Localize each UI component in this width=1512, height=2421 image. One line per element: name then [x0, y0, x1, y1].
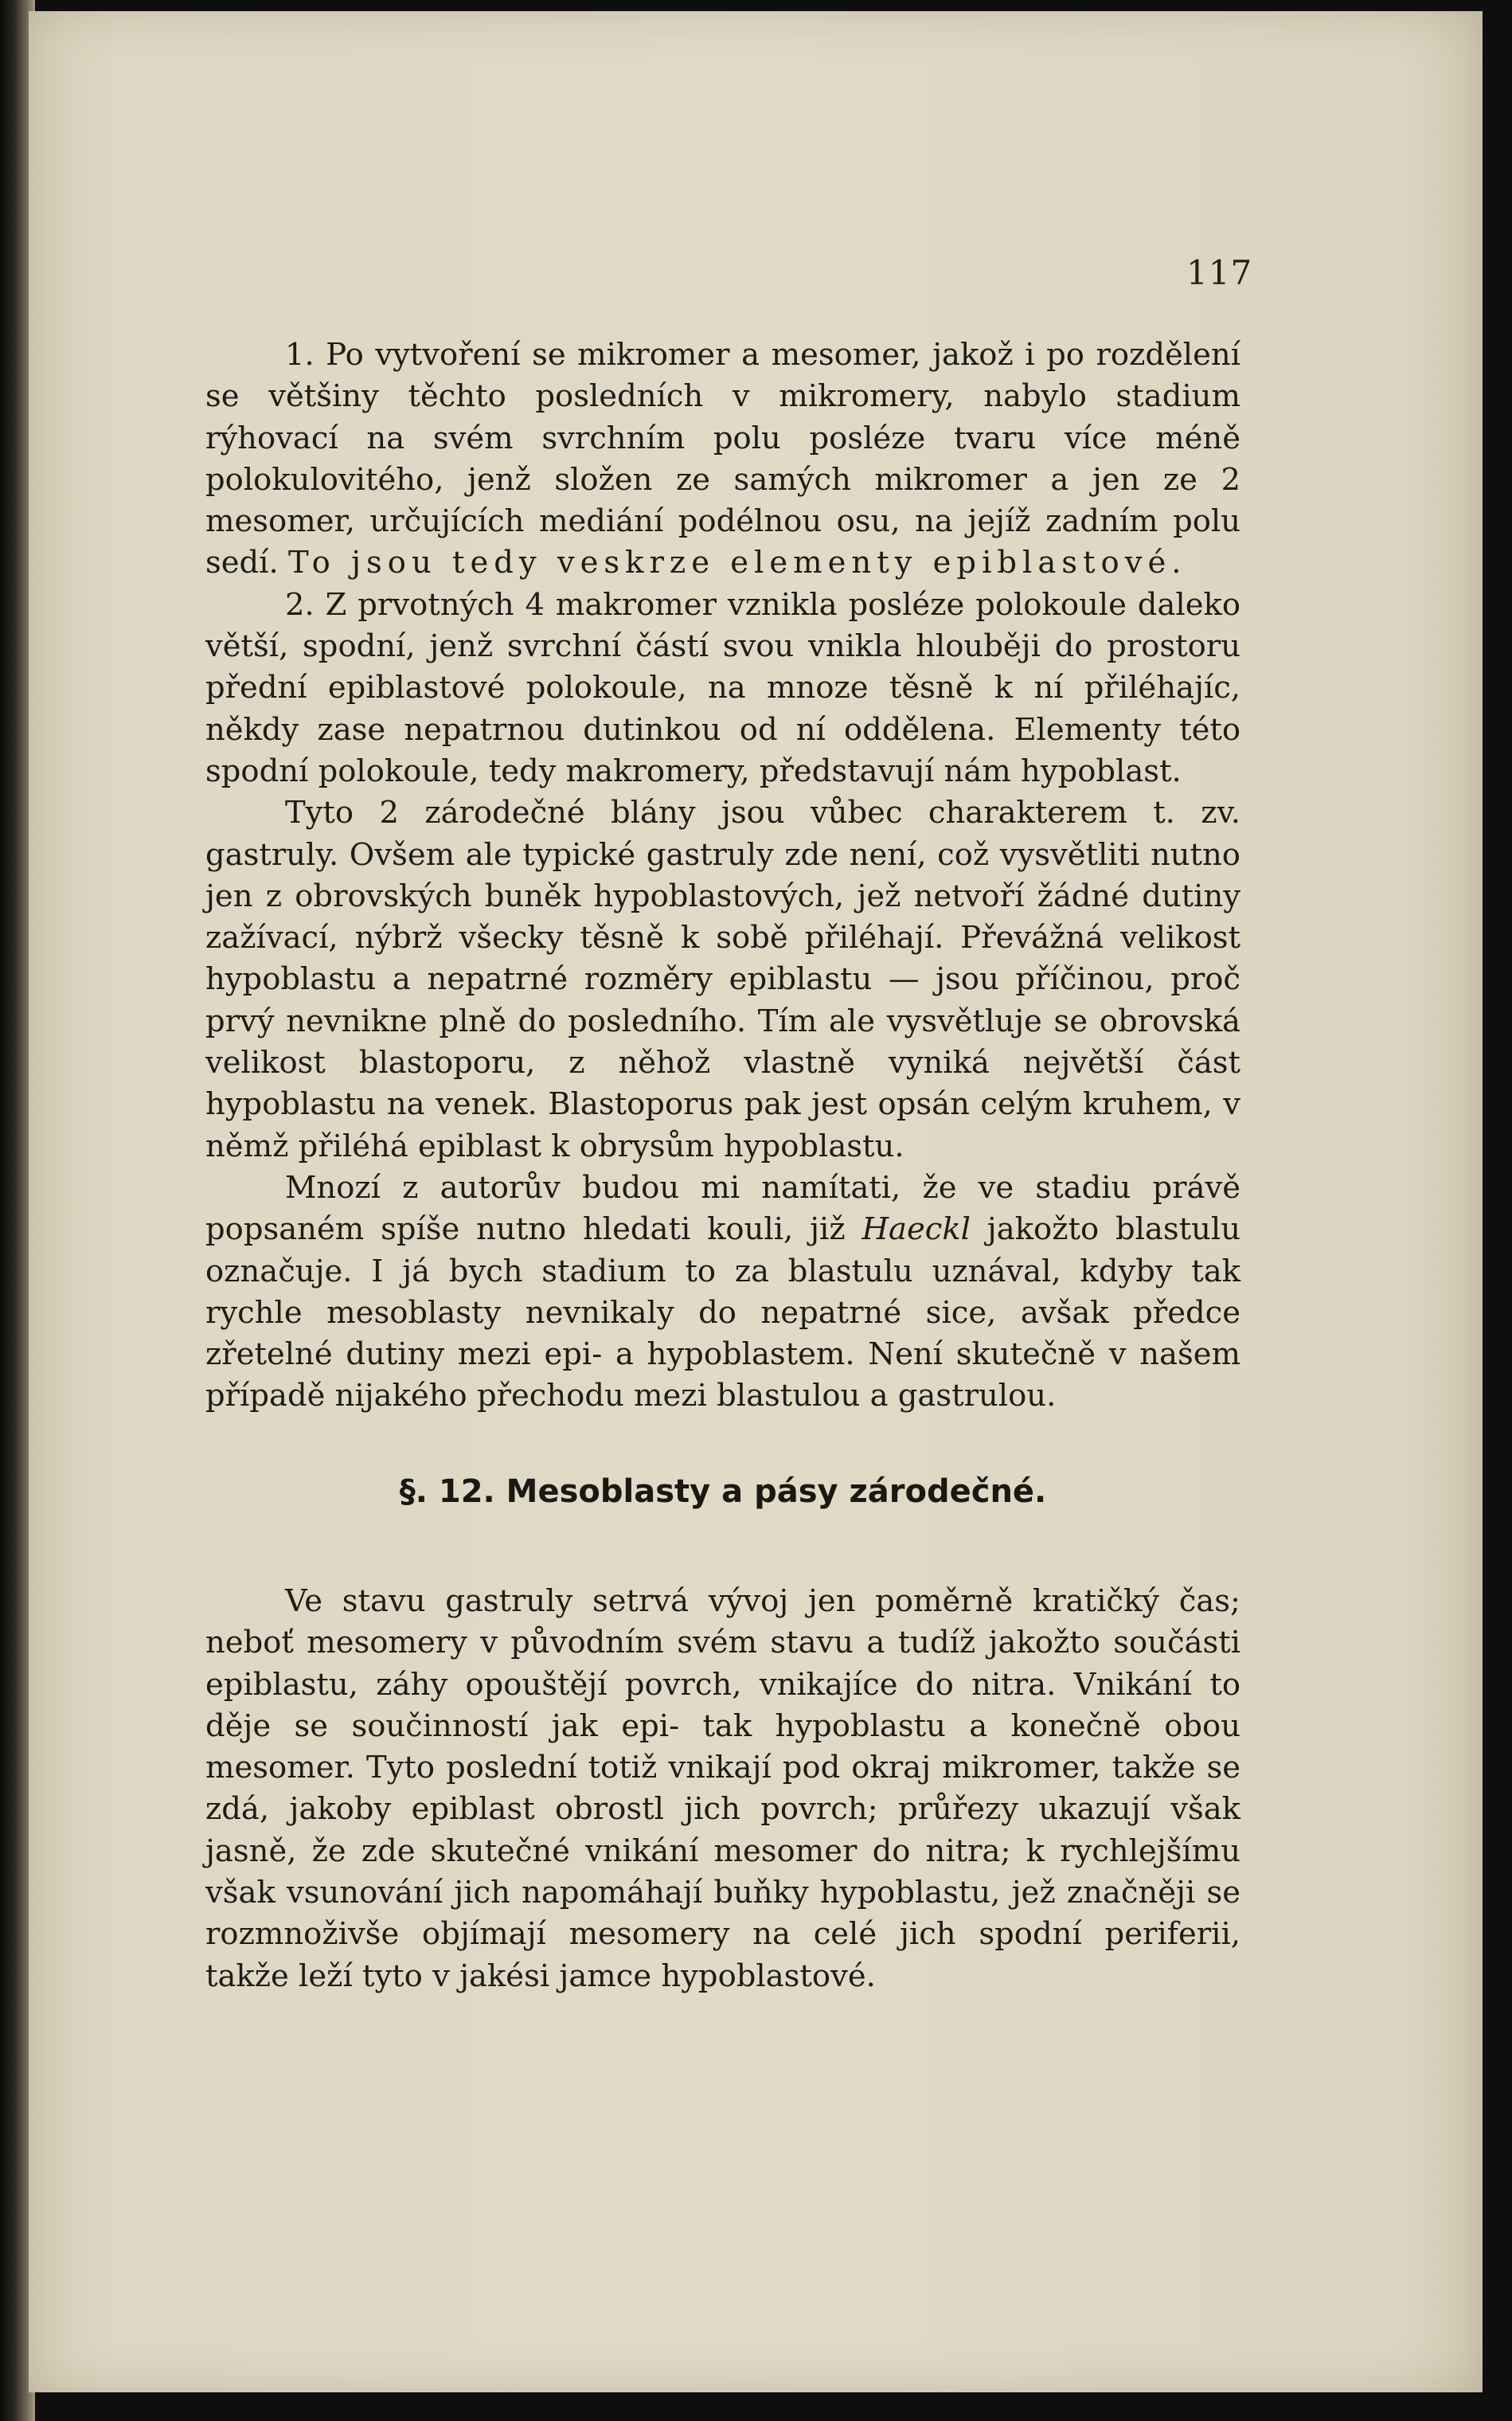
- paragraph-3: Tyto 2 zárodečné blány jsou vůbec charakterem t. zv. gastruly. Ovšem ale typické gastruly zde není, což vysvětliti nutno jen z obrovských buněk hypoblastových, jež netvoří žádné dutiny zažívací, nýbrž všecky těsně k sobě přiléhají. Převážná velikost hypoblastu a nepatrné rozměry epiblastu — jsou příčinou, proč prvý nevnikne plně do posledního. Tím ale vysvětluje se obrovská velikost blastoporu, z něhož vlastně vyniká největší část hypoblastu na venek. Blastoporus pak jest opsán celým kruhem, v němž přiléhá epiblast k obrysům hypoblastu.: [205, 795, 1240, 1164]
- paragraph-4: [205, 1167, 1240, 1418]
- section-body-text: [205, 1581, 1240, 1997]
- paragraph-1-text: 1. Po vytvoření se mikromer a mesomer, jakož i po rozdělení se většiny těchto posledních v mikromery, nabylo stadium rýhovací na svém svrchním polu posléze tvaru více méně polokulovitého, jenž složen ze samých mikromer a jen ze 2 mesomer, určujících mediání podélnou osu, na jejíž zadním polu sedí.: [205, 337, 1240, 581]
- paragraph-4-after: jakožto blastulu označuje. I já bych stadium to za blastulu uznával, kdyby tak rychle mesoblasty nevnikaly do nepatrné sice, avšak předce zřetelné dutiny mezi epi- a hypoblastem. Není skutečně v našem případě nijakého přechodu mezi blastulou a gastrulou.: [205, 1211, 1240, 1414]
- section-heading: §. 12. Mesoblasty a pásy zárodečné.: [399, 1473, 1047, 1510]
- page-number: 117: [1186, 253, 1253, 292]
- body-text: [205, 334, 1240, 1418]
- section-paragraph-1: Ve stavu gastruly setrvá vývoj jen poměrně kratičký čas; neboť mesomery v původním svém stavu a tudíž jakožto součásti epiblastu, záhy opouštějí povrch, vnikajíce do nitra. Vnikání to děje se součinností jak epi- tak hypoblastu a konečně obou mesomer. Tyto poslední totiž vnikají pod okraj mikromer, takže se zdá, jakoby epiblast obrostl jich povrch; průřezy ukazují však jasně, že zde skutečné vnikání mesomer do nitra; k rychlejšímu však vsunování jich napomáhají buňky hypoblastu, jež značněji se rozmnoživše objímají mesomery na celé jich spodní periferii, takže leží tyto v jakési jamce hypoblastové.: [205, 1583, 1240, 1994]
- paragraph-4-before: Mnozí z autorův budou mi namítati, že ve stadiu právě popsaném spíše nutno hledati kouli, již: [205, 1169, 1240, 1248]
- paragraph-1-emphasis: To jsou tedy veskrze elementy epiblastové.: [287, 545, 1187, 581]
- paragraph-1: [205, 334, 1240, 585]
- paragraph-2: 2. Z prvotných 4 makromer vznikla posléze polokoule daleko větší, spodní, jenž svrchní částí svou vnikla hlouběji do prostoru přední epiblastové polokoule, na mnoze těsně k ní přiléhajíc, někdy zase nepatrnou dutinkou od ní oddělena. Elementy této spodní polokoule, tedy makromery, představují nám hypoblast.: [205, 586, 1240, 789]
- paragraph-4-italic-name: Haeckl: [861, 1211, 971, 1248]
